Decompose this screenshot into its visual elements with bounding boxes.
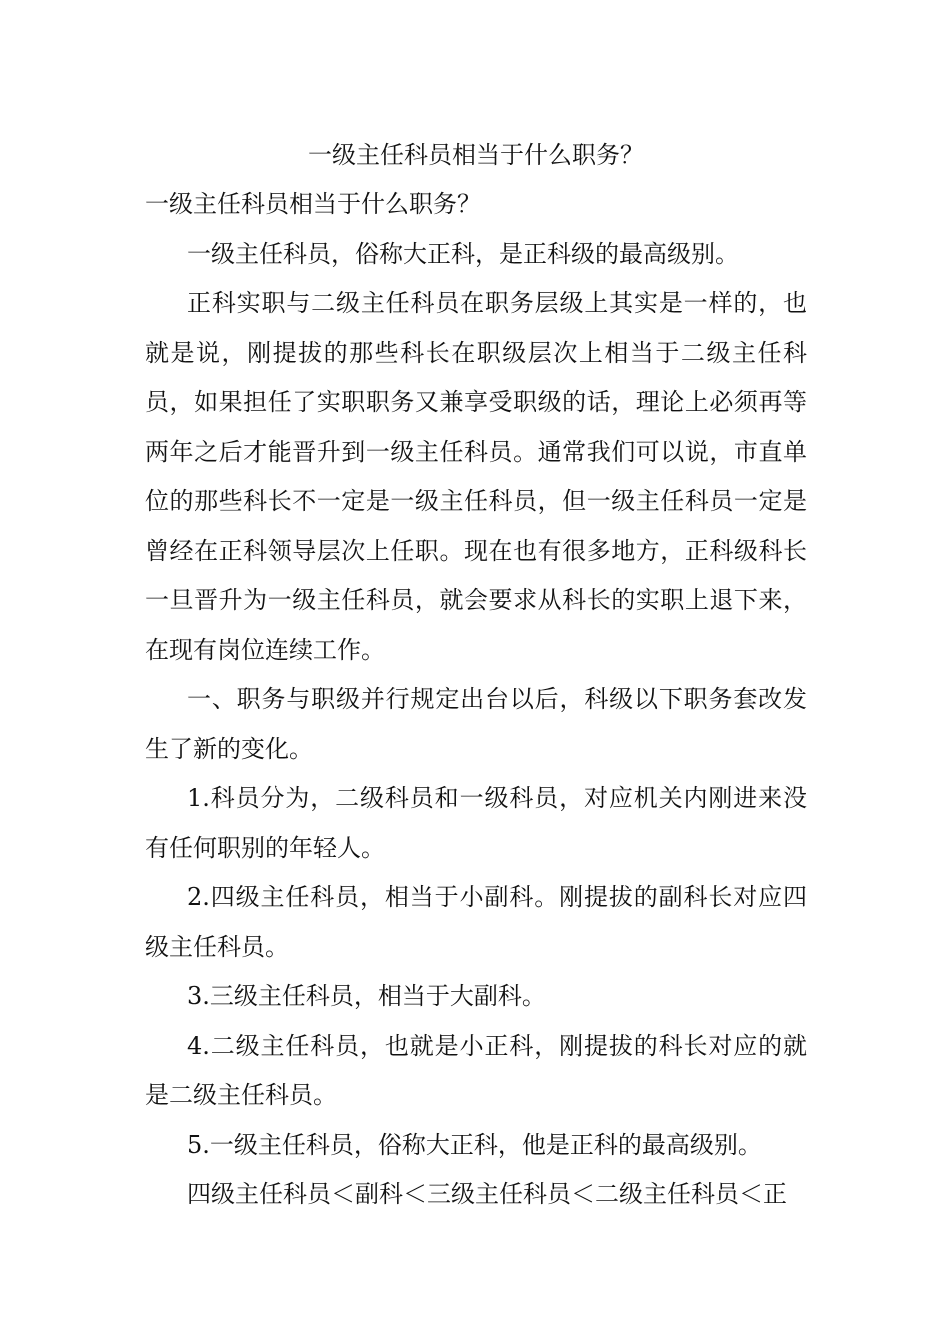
- list-item-2: 2.四级主任科员，相当于小副科。刚提拔的副科长对应四级主任科员。: [145, 883, 807, 961]
- paragraph-intro: 一级主任科员，俗称大正科，是正科级的最高级别。: [187, 239, 739, 268]
- paragraph-ranking: 四级主任科员＜副科＜三级主任科员＜二级主任科员＜正: [187, 1180, 787, 1208]
- paragraph-question: 一级主任科员相当于什么职务？: [145, 190, 481, 218]
- document-title: 一级主任科员相当于什么职务？: [308, 141, 644, 169]
- paragraph-explanation: 正科实职与二级主任科员在职务层级上其实是一样的，也就是说，刚提拔的那些科长在职级层次上相当于二级主任科员，如果担任了实职职务又兼享受职级的话，理论上必须再等两年之后才能晋升到一级主任科员。通常我们可以说，市直单位的那些科长不一定是一级主任科员，但一级主任科员一定是曾经在正科领导层次上任职。现在也有很多地方，正科级科长一旦晋升为一级主任科员，就会要求从科长的实职上退下来，在现有岗位连续工作。: [145, 289, 807, 664]
- list-item-5: 5.一级主任科员，俗称大正科，他是正科的最高级别。: [187, 1130, 762, 1159]
- list-item-3: 3.三级主任科员，相当于大副科。: [187, 982, 546, 1010]
- list-item-1: 1.科员分为，二级科员和一级科员，对应机关内刚进来没有任何职别的年轻人。: [145, 784, 807, 862]
- document-body: [145, 130, 807, 1220]
- list-item-4: 4.二级主任科员，也就是小正科，刚提拔的科长对应的就是二级主任科员。: [145, 1031, 807, 1109]
- paragraph-section-one: 一、职务与职级并行规定出台以后，科级以下职务套改发生了新的变化。: [145, 685, 807, 763]
